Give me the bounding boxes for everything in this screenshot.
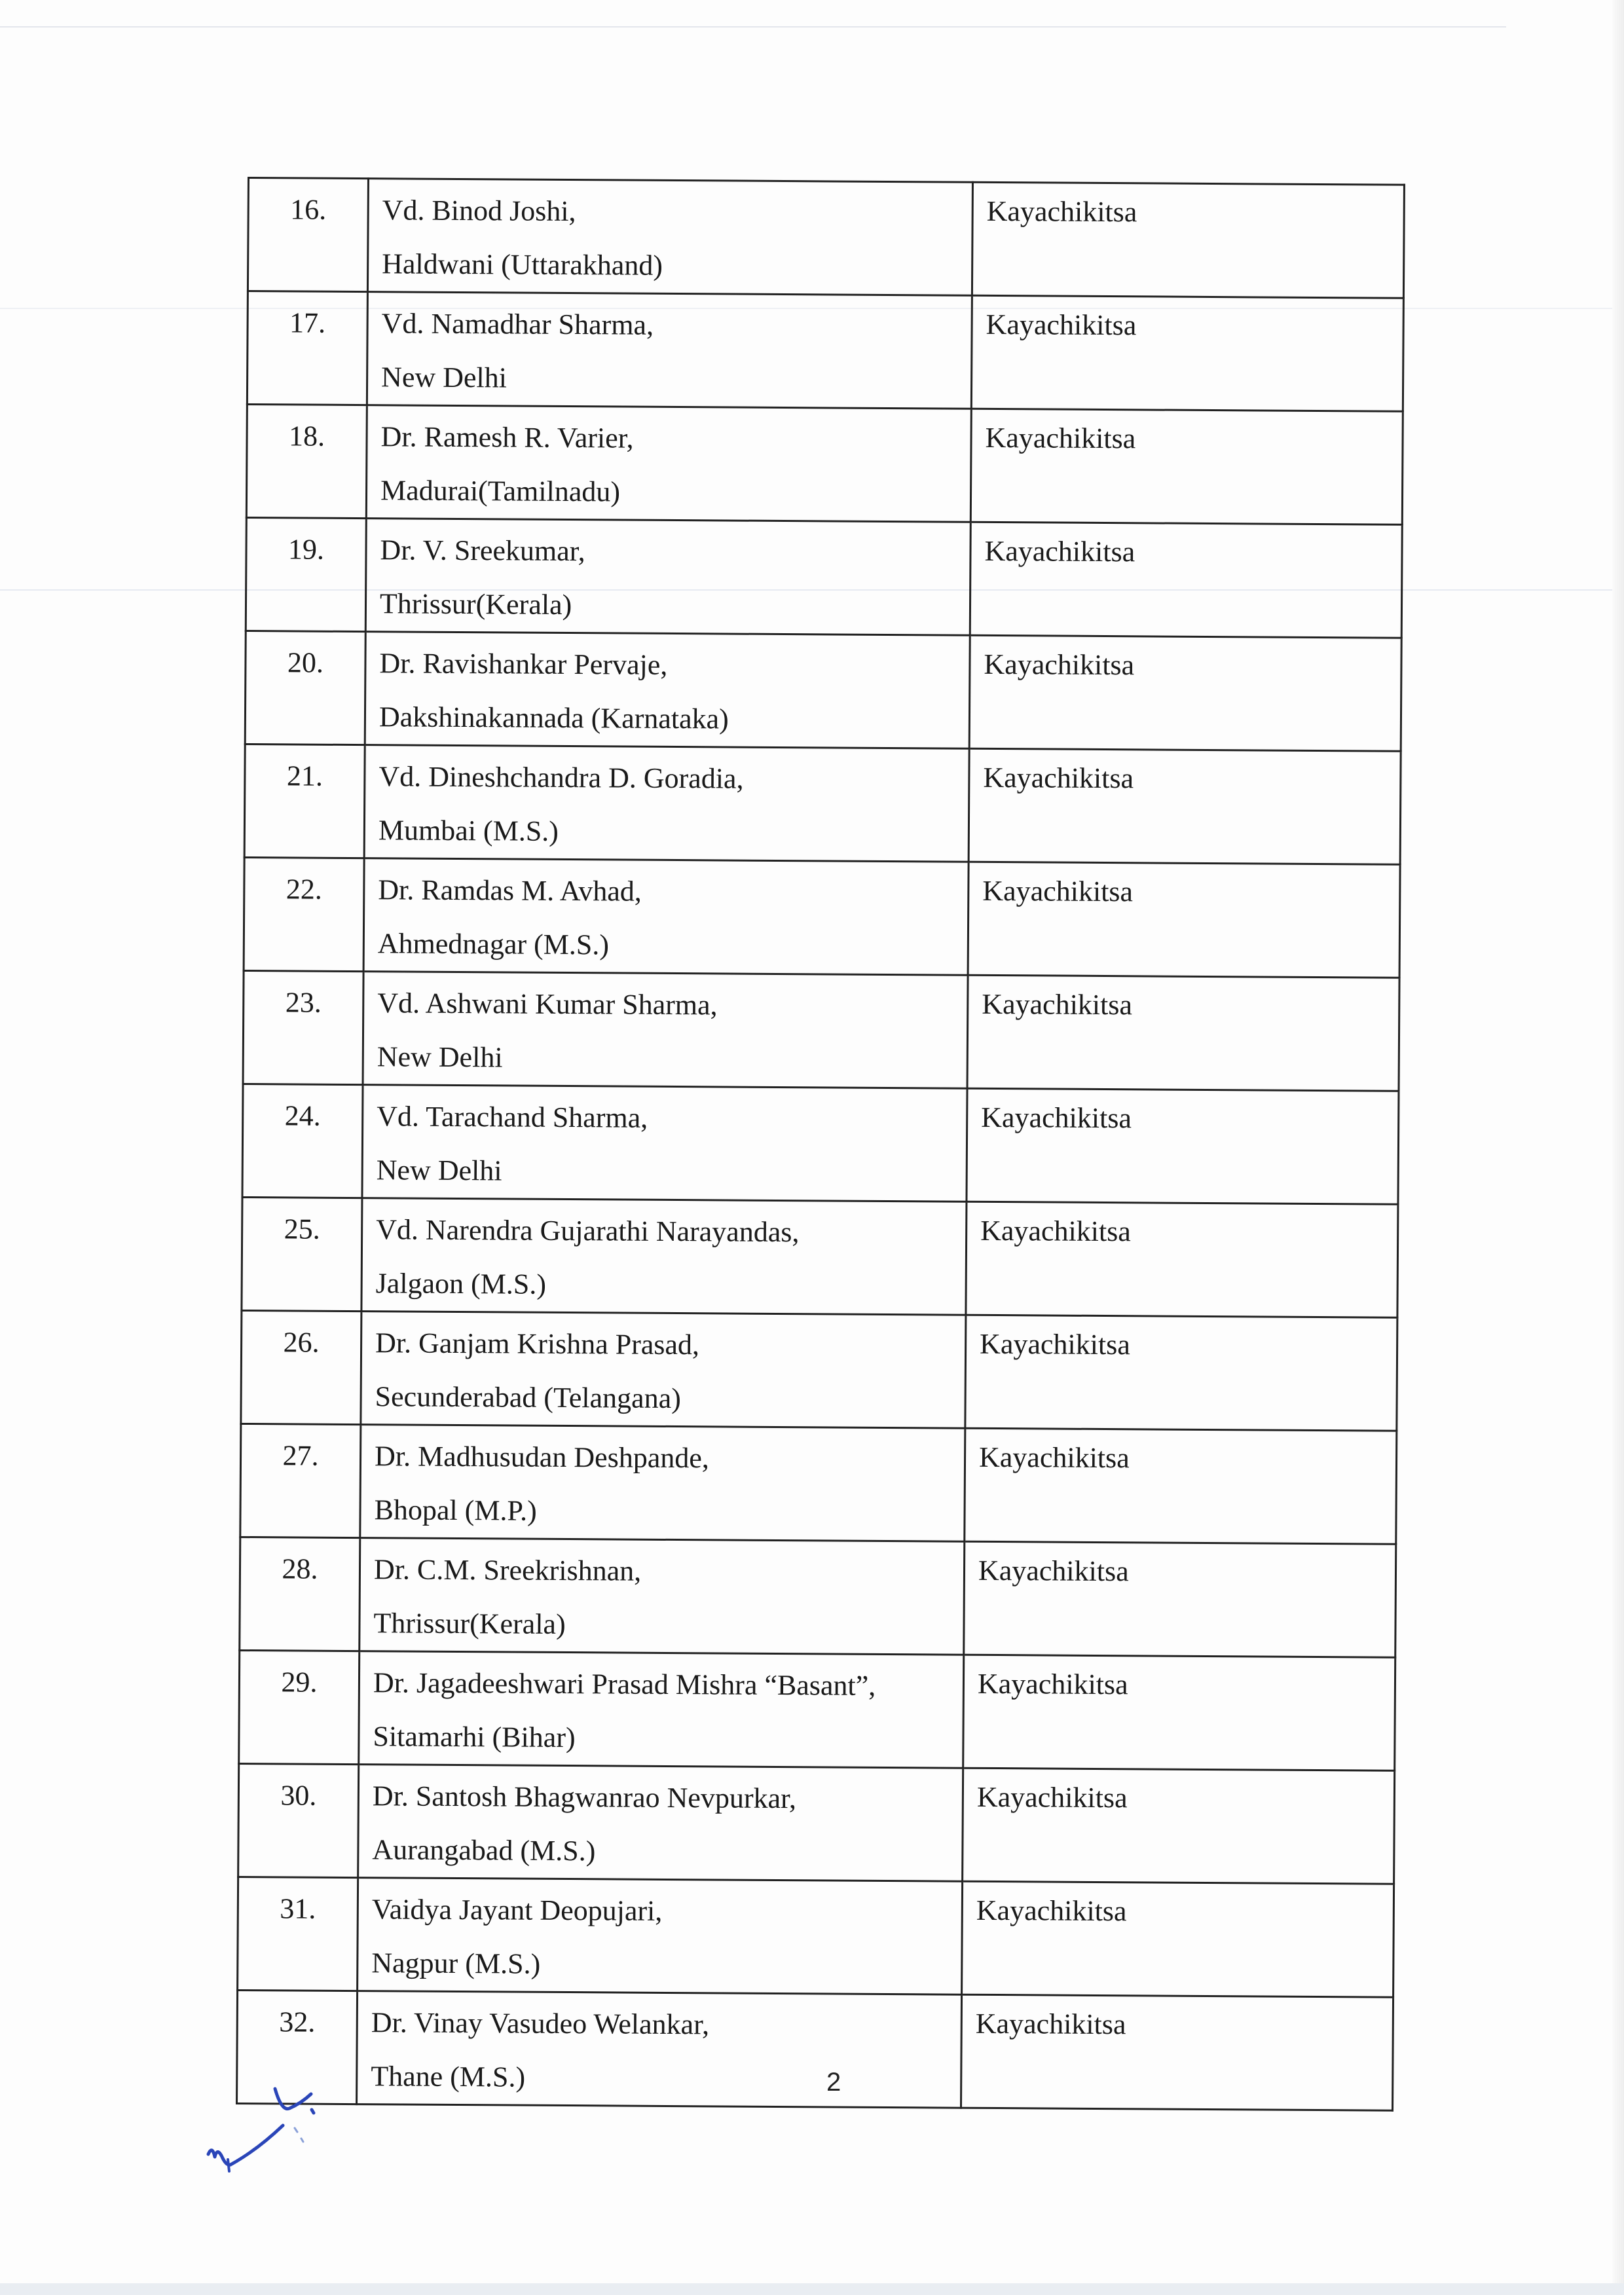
expert-name: Dr. V. Sreekumar, <box>380 534 585 568</box>
discipline-cell: Kayachikitsa <box>963 1768 1395 1884</box>
table-row <box>248 178 1404 299</box>
name-address-cell <box>357 1991 962 2108</box>
expert-name: Vd. Tarachand Sharma, <box>377 1100 648 1134</box>
name-address-cell <box>366 405 971 523</box>
expert-name: Dr. Ravishankar Pervaje, <box>379 647 668 681</box>
name-address-cell <box>358 1878 963 1995</box>
serial-number-cell: 18. <box>246 405 367 519</box>
expert-location: Haldwani (Uttarakhand) <box>382 248 663 282</box>
discipline-cell: Kayachikitsa <box>965 1315 1397 1431</box>
expert-location: Secunderabad (Telangana) <box>375 1380 682 1415</box>
expert-name: Dr. Ganjam Krishna Prasad, <box>375 1327 700 1361</box>
expert-name: Vaidya Jayant Deopujari, <box>371 1893 663 1927</box>
discipline-cell: Kayachikitsa <box>967 975 1399 1091</box>
serial-number-cell: 22. <box>244 857 364 971</box>
table-row <box>245 631 1401 751</box>
serial-number-cell: 31. <box>238 1877 358 1991</box>
expert-location: New Delhi <box>376 1154 502 1187</box>
name-address-cell <box>359 1651 964 1769</box>
expert-name: Vd. Ashwani Kumar Sharma, <box>377 987 718 1021</box>
expert-name: Dr. Madhusudan Deshpande, <box>374 1440 710 1475</box>
table-row <box>238 1763 1395 1884</box>
name-address-cell <box>365 519 970 636</box>
expert-location: Aurangabad (M.S.) <box>372 1833 596 1867</box>
kayachikitsa-experts-table <box>236 177 1405 2112</box>
expert-location: New Delhi <box>380 361 507 394</box>
serial-number-cell: 27. <box>240 1423 361 1537</box>
serial-number-cell: 28. <box>240 1537 360 1651</box>
discipline-cell: Kayachikitsa <box>970 522 1402 638</box>
name-address-cell <box>361 1198 967 1315</box>
table-row <box>240 1537 1396 1657</box>
discipline-cell: Kayachikitsa <box>961 1994 1393 2110</box>
expert-name: Vd. Narendra Gujarathi Narayandas, <box>376 1213 800 1249</box>
discipline-cell: Kayachikitsa <box>966 1202 1398 1317</box>
expert-name: Vd. Namadhar Sharma, <box>381 307 654 341</box>
scan-right-edge <box>1612 0 1624 2295</box>
table-row <box>237 1990 1393 2110</box>
serial-number-cell: 30. <box>238 1763 359 1877</box>
name-address-cell <box>358 1765 963 1882</box>
discipline-cell: Kayachikitsa <box>963 1655 1395 1771</box>
serial-number-cell: 19. <box>246 517 366 631</box>
serial-number-cell: 26. <box>241 1310 361 1424</box>
expert-location: Nagpur (M.S.) <box>371 1947 541 1980</box>
table-row <box>242 1084 1399 1204</box>
expert-name: Dr. C.M. Sreekrishnan, <box>373 1553 642 1587</box>
serial-number-cell: 17. <box>247 291 367 405</box>
expert-location: Thrissur(Kerala) <box>379 587 572 621</box>
discipline-cell: Kayachikitsa <box>971 295 1403 411</box>
table-row <box>244 857 1400 978</box>
name-address-cell <box>367 179 972 296</box>
name-address-cell <box>363 858 969 976</box>
name-address-cell <box>365 632 970 749</box>
expert-name: Dr. Vinay Vasudeo Welankar, <box>371 2006 710 2041</box>
discipline-cell: Kayachikitsa <box>969 635 1401 751</box>
name-address-cell <box>367 292 972 409</box>
discipline-cell: Kayachikitsa <box>968 862 1400 978</box>
serial-number-cell: 32. <box>237 1990 358 2104</box>
expert-location: Dakshinakannada (Karnataka) <box>378 701 729 735</box>
discipline-cell: Kayachikitsa <box>970 409 1403 524</box>
table-row <box>241 1310 1397 1431</box>
expert-location: New Delhi <box>377 1040 503 1074</box>
name-address-cell <box>362 1085 967 1202</box>
serial-number-cell: 21. <box>244 744 365 858</box>
expert-name: Vd. Dineshchandra D. Goradia, <box>378 760 744 795</box>
expert-location: Ahmednagar (M.S.) <box>377 927 610 961</box>
expert-location: Sitamarhi (Bihar) <box>373 1720 576 1754</box>
expert-location: Bhopal (M.P.) <box>374 1494 537 1527</box>
expert-location: Thane (M.S.) <box>371 2060 526 2093</box>
table-body <box>237 178 1405 2111</box>
expert-location: Jalgaon (M.S.) <box>375 1267 547 1300</box>
name-address-cell <box>363 972 968 1089</box>
scan-bottom-band <box>0 2283 1624 2295</box>
discipline-cell: Kayachikitsa <box>964 1541 1396 1657</box>
table-row <box>246 517 1402 638</box>
expert-name: Dr. Santosh Bhagwanrao Nevpurkar, <box>372 1780 797 1815</box>
discipline-cell: Kayachikitsa <box>965 1428 1397 1544</box>
discipline-cell: Kayachikitsa <box>967 1088 1399 1204</box>
expert-name: Vd. Binod Joshi, <box>382 194 576 228</box>
expert-name: Dr. Ramesh R. Varier, <box>380 420 634 454</box>
serial-number-cell: 20. <box>245 631 365 744</box>
table-row <box>243 970 1399 1091</box>
table-row <box>247 291 1403 412</box>
expert-name: Dr. Ramdas M. Avhad, <box>378 873 642 908</box>
table-row <box>240 1423 1397 1544</box>
serial-number-cell: 24. <box>242 1084 363 1198</box>
table-row <box>246 405 1403 525</box>
serial-number-cell: 25. <box>242 1197 362 1311</box>
name-address-cell <box>360 1425 965 1542</box>
expert-name: Dr. Jagadeeshwari Prasad Mishra “Basant”, <box>373 1666 876 1702</box>
discipline-cell: Kayachikitsa <box>969 748 1401 864</box>
scan-artifact-line <box>0 26 1506 28</box>
table-row <box>238 1877 1394 1997</box>
serial-number-cell: 16. <box>248 178 368 292</box>
name-address-cell <box>360 1538 965 1655</box>
page-number: 2 <box>826 2068 841 2097</box>
expert-location: Madurai(Tamilnadu) <box>380 474 621 508</box>
table-row <box>239 1650 1395 1771</box>
expert-location: Thrissur(Kerala) <box>373 1607 566 1641</box>
signature-icon <box>196 2076 341 2180</box>
discipline-cell: Kayachikitsa <box>962 1881 1394 1997</box>
discipline-cell: Kayachikitsa <box>972 182 1404 298</box>
name-address-cell <box>361 1312 966 1429</box>
table-row <box>242 1197 1398 1317</box>
table-row <box>244 744 1401 864</box>
name-address-cell <box>364 745 969 862</box>
serial-number-cell: 23. <box>243 970 363 1084</box>
serial-number-cell: 29. <box>239 1650 360 1764</box>
expert-location: Mumbai (M.S.) <box>378 814 559 847</box>
